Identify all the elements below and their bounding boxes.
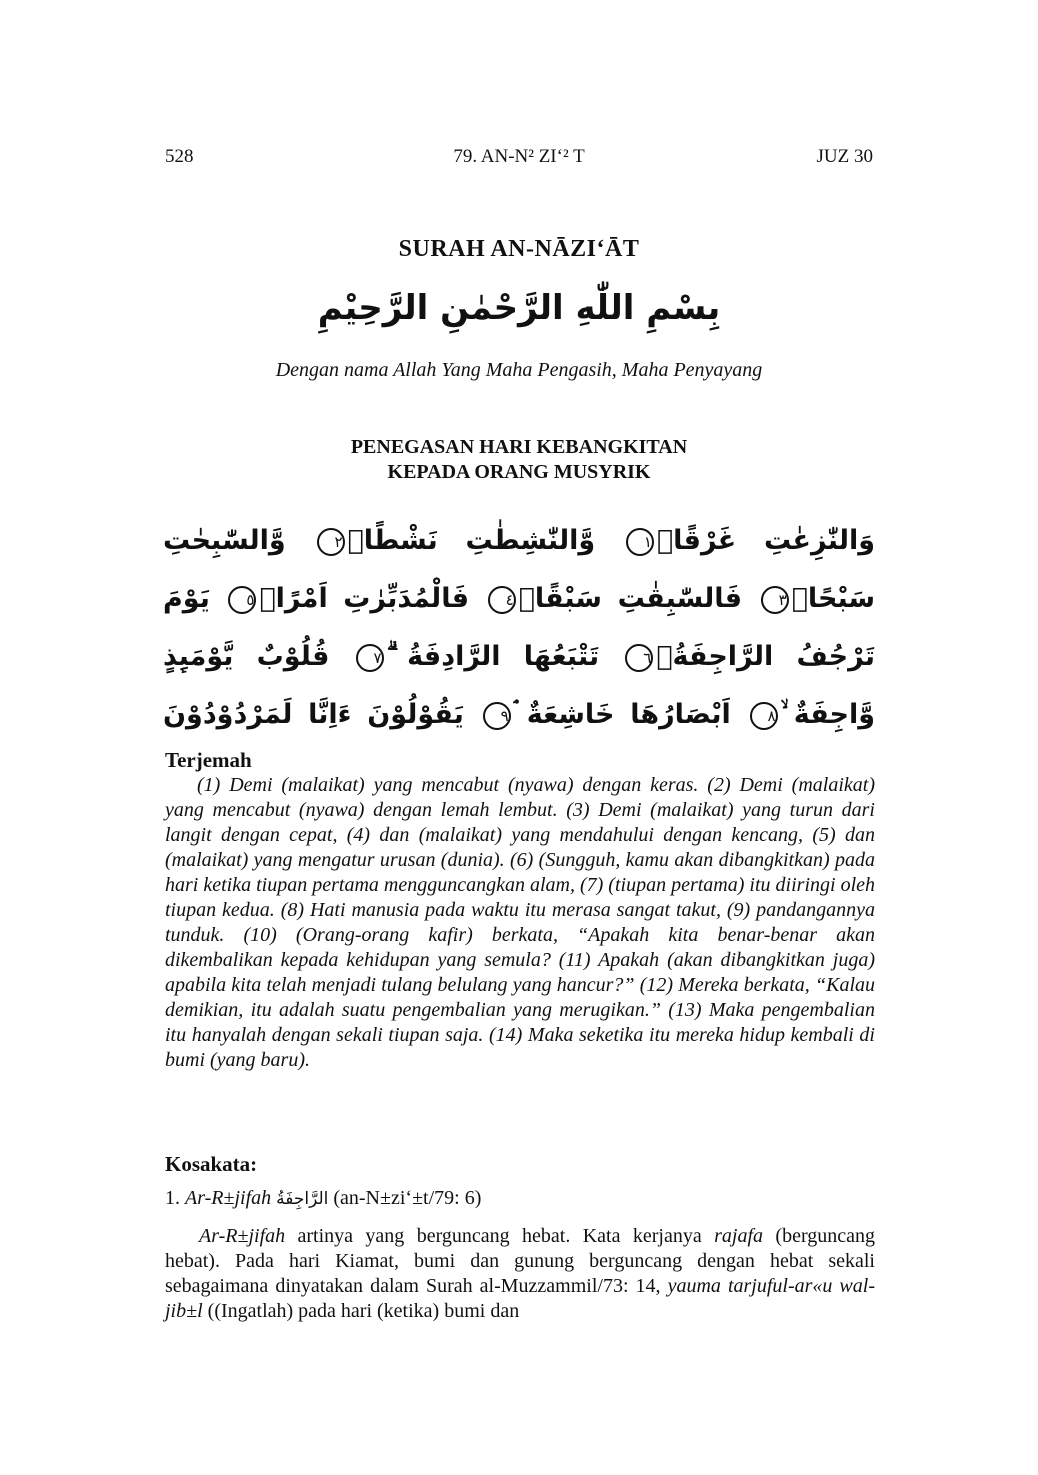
terjemah-text: (1) Demi (malaikat) yang mencabut (nyawa) dengan keras. (2) Demi (malaikat) yang mencabut (nyawa) dengan lemah lembut. (3) Demi (malaikat) yang turun dari langit dengan cepat, (4) dan (malaikat) yang mendahului dengan kencang, (5) dan (malaikat) yang mengatur urusan (dunia). (6) (Sungguh, kamu akan dibangkitkan) pada hari ketika tiupan pertama mengguncangkan alam, (7) (tiupan pertama) itu diiringi oleh tiupan kedua. (8) Hati manusia pada waktu itu merasa sangat takut, (9) pandangannya tunduk. (10) (Orang-orang kafir) berkata, “Apakah kita benar-benar akan dikembalikan kepada kehidupan yang semula? (11) Apakah (akan dibangkitkan juga) apabila kita telah menjadi tulang belulang yang hancur?” (12) Mereka berkata, “Kalau demikian, itu adalah suatu pengembalian yang merugikan.” (13) Maka pengembalian itu hanyalah dengan sekali tiupan saja. (14) Maka seketika itu mereka hidup kembali di bumi (yang baru). — [165, 774, 875, 1071]
verse-text: فَالْمُدَبِّرٰتِ اَمْرًاۘ — [259, 583, 470, 614]
kosakata-body-p2: (berguncang hebat). Pada hari Kiamat, bumi dan gunung berguncang dengan hebat sekali sebagaimana dinyatakan dalam Surah al-Muzzammil/73: 14, — [165, 1225, 875, 1297]
verse-text: اَبْصَارُهَا خَاشِعَةٌ ۘ — [513, 699, 731, 730]
basmalah-translation: Dengan nama Allah Yang Maha Pengasih, Maha Penyayang — [275, 359, 763, 381]
verse-number-marker: ٦ — [625, 644, 653, 672]
verse-text: تَتْبَعُهَا الرَّادِفَةُ ۗ — [386, 641, 600, 672]
verse-number-marker: ٣ — [761, 586, 789, 614]
terjemah-heading: Terjemah — [165, 748, 252, 772]
verse-number-marker: ٢ — [317, 528, 345, 556]
verse-number-marker: ٨ — [750, 702, 778, 730]
verse-number-marker: ٥ — [228, 586, 256, 614]
kosakata-item-number: 1. — [165, 1187, 180, 1209]
verse-text: وَّالسّٰبِحٰتِ سَبْحًاۙ — [163, 525, 875, 614]
verse-text: قُلُوْبٌ يَّوْمَىِٕذٍ وَّاجِفَةٌ ۙ — [163, 641, 875, 730]
arabic-verses — [163, 512, 875, 750]
kosakata-body — [165, 1224, 875, 1324]
kosakata-body-quote: yauma tarjuful-ar«u wal-jib±l — [165, 1275, 875, 1322]
verse-number-marker: ٧ — [356, 644, 384, 672]
section-title-line-2: KEPADA ORANG MUSYRIK — [387, 461, 651, 483]
section-title — [0, 435, 1038, 485]
verse-number-marker: ١ — [626, 528, 654, 556]
verse-number-marker: ٩ — [483, 702, 511, 730]
verse-text: يَقُوْلُوْنَ ءَاِنَّا لَمَرْدُوْدُوْنَ — [163, 699, 464, 730]
kosakata-body-verb: rajafa — [714, 1225, 764, 1247]
kosakata-body-p3: ((Ingatlah) pada hari (ketika) bumi dan — [207, 1300, 520, 1322]
running-header-surah: 79. AN-N² ZI‘² T — [453, 146, 585, 167]
kosakata-body-term: Ar-R±jifah — [199, 1225, 286, 1247]
kosakata-body-p1: artinya yang berguncang hebat. Kata kerjanya — [297, 1225, 702, 1247]
page-number: 528 — [165, 146, 194, 167]
verse-number-marker: ٤ — [488, 586, 516, 614]
section-title-line-1: PENEGASAN HARI KEBANGKITAN — [350, 436, 688, 458]
kosakata-heading: Kosakata: — [165, 1152, 258, 1176]
kosakata-item-term: Ar-R±jifah — [185, 1187, 272, 1209]
verse-text: وَالنّٰزِعٰتِ غَرْقًاۙ — [656, 525, 875, 556]
verse-text: يَوْمَ تَرْجُفُ الرَّاجِفَةُۙ — [163, 583, 875, 672]
kosakata-item — [165, 1187, 481, 1210]
surah-title: SURAH AN-NĀZI‘ĀT — [398, 236, 640, 262]
kosakata-item-arabic: الرَّاجِفَةُ — [276, 1189, 329, 1209]
running-header-juz: JUZ 30 — [816, 146, 873, 167]
verse-text: فَالسّٰبِقٰتِ سَبْقًاۙ — [518, 583, 743, 614]
verse-text: وَّالنّٰشِطٰتِ نَشْطًاۙ — [347, 525, 596, 556]
basmalah-arabic: بِسْمِ اللّٰهِ الرَّحْمٰنِ الرَّحِيْمِ — [317, 288, 721, 328]
kosakata-item-ref: (an-N±zi‘±t/79: 6) — [333, 1187, 482, 1209]
